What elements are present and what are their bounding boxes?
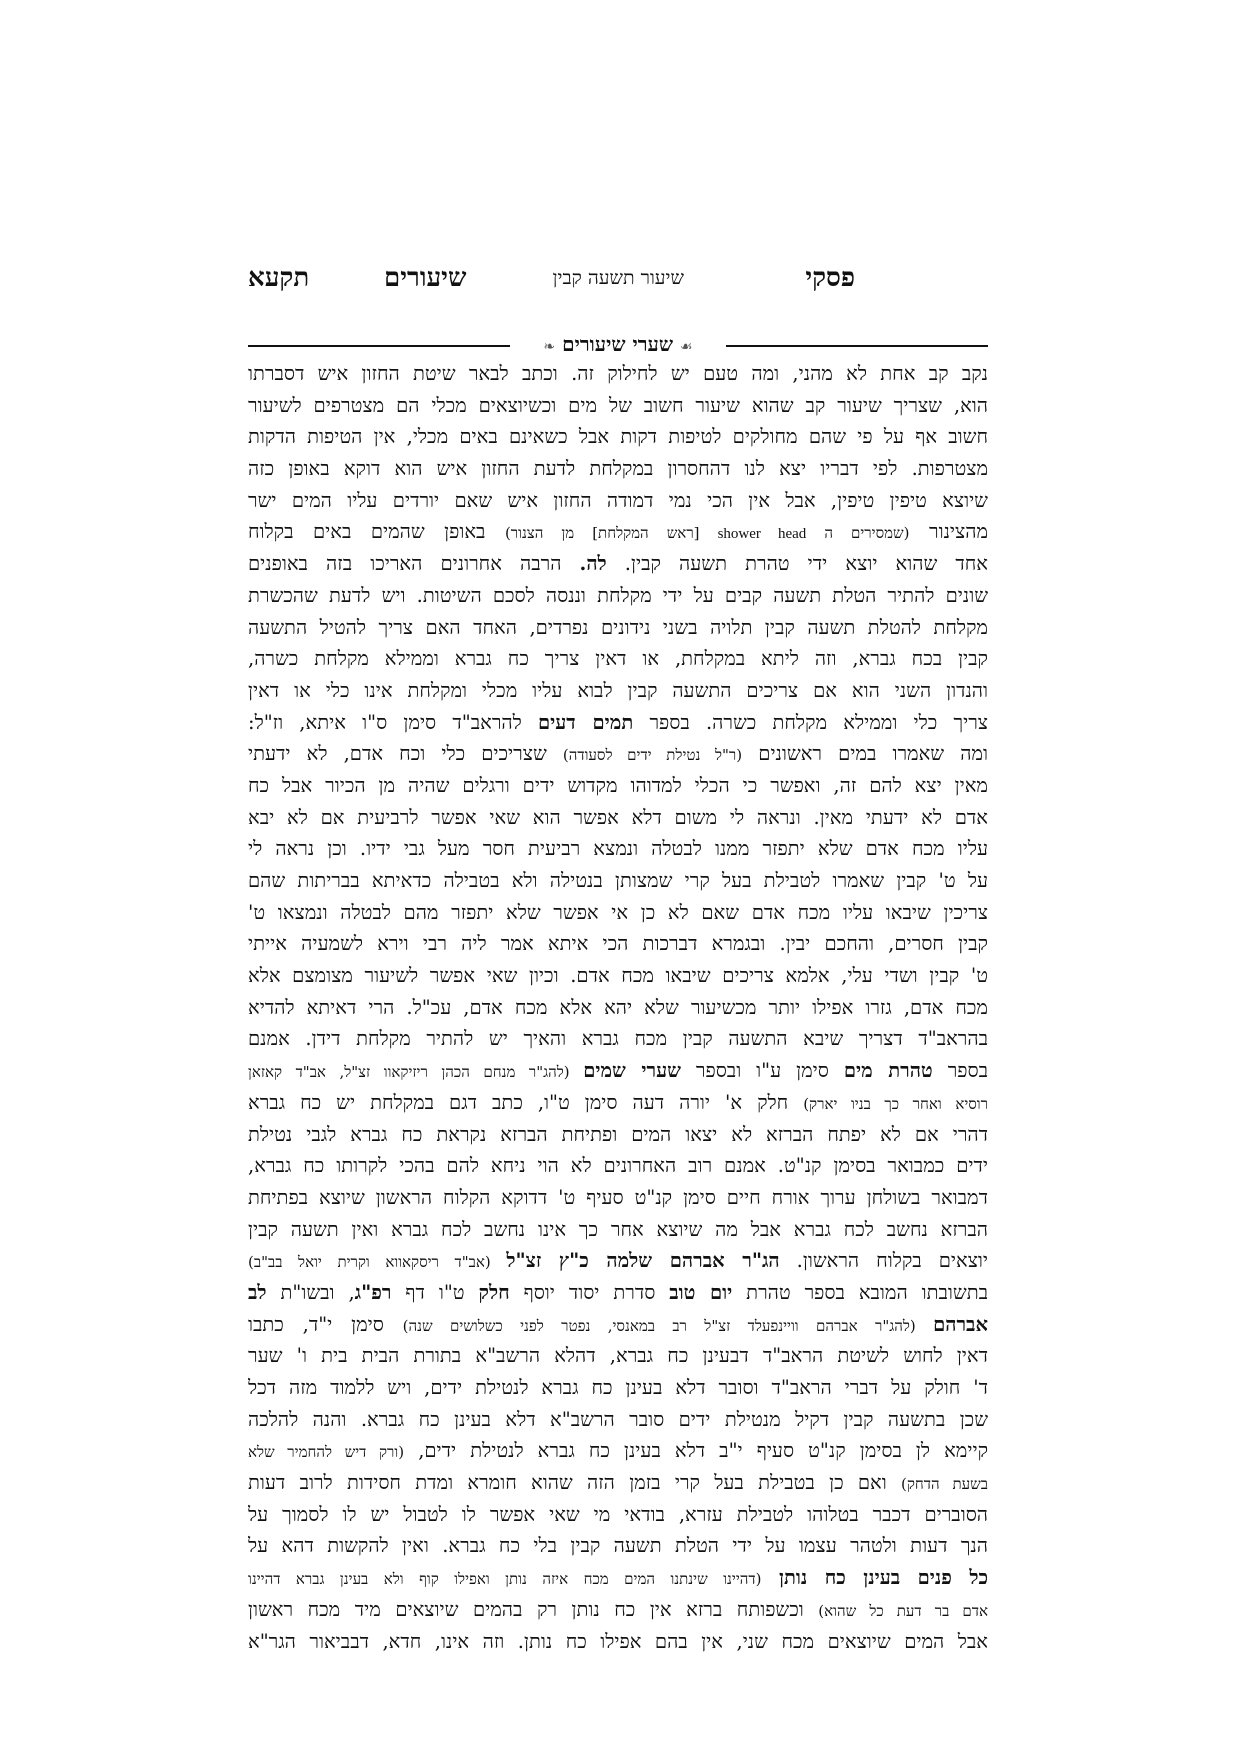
text-segment: להראב"ד סימן ס"ו איתא, וז"ל: <box>248 710 538 734</box>
text-segment: על ט' קבין שאמרו לטבילת בעל קרי שמצותן בנטילה ולא בטבילה כדאיתא בבריתות שהם <box>248 869 988 892</box>
text-line <box>248 865 988 897</box>
text-segment: שערי שמים <box>583 1059 681 1083</box>
text-segment: מצטרפות. לפי דבריו יצא לנו דהחסרון במקלחת לדעת החזון איש הוא דוקא באופן כזה <box>248 457 988 481</box>
text-segment: (להג"ר מנחם הכהן ריזיקאוו זצ"ל, אב"ד קאזאן <box>248 1063 584 1082</box>
text-segment: צריך כלי וממילא מקלחת כשרה. בספר <box>633 710 988 734</box>
text-line <box>248 1309 988 1341</box>
text-segment: הברזא נחשב לכח גברא אבל מה שיוצא אחר כך אינו נחשב לכח גברא ואין תשעה קבין <box>248 1217 988 1241</box>
text-line <box>248 675 988 707</box>
divider-rule-right <box>726 345 988 347</box>
text-line <box>248 1530 988 1562</box>
text-segment: תמים דעים <box>537 710 634 734</box>
text-segment: שכן בתשעה קבין דקיל מנטילת ידים סובר הרשב"א דלא בעינן כח גברא. והנה להלכה <box>248 1407 988 1431</box>
text-segment: דאין לחוש לשיטת הראב"ד דבעינן כח גברא, דהלא הרשב"א בתורת הבית בית ו' שער <box>248 1344 988 1368</box>
text-segment: ואם כן בטבילת בעל קרי בזמן הזה שהוא חומרא ומדת חסידות לרוב דעות <box>248 1471 902 1495</box>
text-line <box>248 1404 988 1436</box>
text-segment: shower head <box>717 526 807 543</box>
text-line <box>248 1119 988 1151</box>
text-line <box>248 1594 988 1626</box>
text-segment: באופן שהמים באים בקלוח <box>248 520 505 544</box>
text-segment: [ראש המקלחת] מן הצנור) <box>504 524 718 543</box>
text-segment: חשוב אף על פי שהם מחולקים לטיפות דקות אבל כשאינם באים מכלי, אין הטיפות הדקות <box>248 425 988 449</box>
text-segment: צריכין שיבאו עליו מכח אדם שאם לא כן אי אפשר שלא יתפזר מהם לבטלה ונמצאו ט' <box>248 900 988 924</box>
text-segment: הרבה אחרונים האריכו בזה באופנים <box>248 552 580 576</box>
flourish-icon: ☙ <box>680 339 693 355</box>
text-segment: (דהיינו שינתנו המים מכח איזה נותן ואפילו קוף ולא בעינן גברא דהיינו <box>248 1570 762 1589</box>
text-segment: רפ"ג <box>354 1280 392 1304</box>
text-line <box>248 390 988 422</box>
text-line <box>248 548 988 580</box>
text-segment: שיוצא טיפין טיפין, אבל אין הכי נמי דמודה החזון איש שאם יורדים עליו המים ישר <box>248 488 988 512</box>
text-segment: קבין חסרים, והחכם יבין. ובגמרא דברכות הכי איתא אמר ליה רבי וירא לשמעיה אייתי <box>248 932 988 956</box>
running-header <box>0 258 1240 298</box>
text-segment: (להג"ר אברהם וויינפעלד זצ"ל רב במאנסי, נפטר לפני כשלושים שנה) <box>402 1316 934 1335</box>
text-segment: שונים להתיר הטלת תשעה קבים על ידי מקלחת וננסה לסכם השיטות. ויש לדעת שהכשרת <box>248 583 988 607</box>
divider-rule-left <box>248 345 510 347</box>
text-segment: (ר"ל נטילת ידים לסעודה) <box>562 746 743 765</box>
text-segment: אברהם <box>933 1312 988 1336</box>
text-segment: סדרת יסוד יוסף <box>509 1280 670 1304</box>
text-line <box>248 928 988 960</box>
text-segment: ידים כמבואר בסימן קנ"ט. אמנם רוב האחרונים לא הוי ניחא להם בהכי לקרותו כח גברא, <box>248 1154 988 1178</box>
text-segment: כל פנים בעינן כח נותן <box>761 1566 988 1590</box>
text-line <box>248 612 988 644</box>
text-segment: יום טוב <box>669 1280 733 1304</box>
text-line <box>248 1055 988 1087</box>
text-line <box>248 1182 988 1214</box>
text-segment: מאין יצא להם זה, ואפשר כי הכלי למדוהו מקדוש ידים ורגלים שהיה מן הכיור אבל כח <box>248 773 988 797</box>
divider-title-text: שערי שיעורים <box>562 332 674 356</box>
text-line <box>248 453 988 485</box>
text-segment: ט"ו דף <box>391 1280 479 1304</box>
page-number: תקעא <box>248 263 310 293</box>
text-segment: דהרי אם לא יפתח הברזא לא יצאו המים ופתיחת הברזא נקראת כח גברא לגבי נטילת <box>248 1122 988 1146</box>
text-segment: נקב קב אחת לא מהני, ומה טעם יש לחילוק זה. וכתב לבאר שיטת החזון איש דסברתו <box>248 362 988 385</box>
text-line <box>248 516 988 548</box>
text-line <box>248 1372 988 1404</box>
text-segment: רוסיא ואחר כך בניו יארק) <box>803 1094 988 1113</box>
text-segment: וכשפותח ברזא אין כח נותן רק בהמים שיוצאים מיד מכח ראשון <box>248 1597 819 1621</box>
text-segment: יוצאים בקלוח הראשון. <box>779 1249 988 1273</box>
text-segment: אבל המים שיוצאים מכח שני, אין בהם אפילו כח נותן. וזה אינו, חדא, דבביאור הגר"א <box>248 1629 988 1653</box>
text-line <box>248 802 988 834</box>
text-line <box>248 580 988 612</box>
text-segment: מכח אדם, גזרו אפילו יותר מכשיעור שלא יהא אלא מכח אדם, עכ"ל. הרי דאיתא להדיא <box>248 995 988 1019</box>
text-line <box>248 1087 988 1119</box>
flourish-icon: ❧ <box>543 339 556 355</box>
text-line <box>248 992 988 1024</box>
text-line <box>248 833 988 865</box>
text-segment: ומה שאמרו במים ראשונים <box>742 742 988 766</box>
text-segment: בהראב"ד דצריך שיבא התשעה קבין מכח גברא והאיך יש להתיר מקלחת דידן. אמנם <box>248 1027 988 1051</box>
text-line <box>248 643 988 675</box>
text-line <box>248 358 988 390</box>
text-segment: סימן י"ד, כתבו <box>248 1312 403 1336</box>
text-segment: אדם בר דעת כל שהוא) <box>818 1601 988 1620</box>
text-segment: ט' קבין ושדי עלי, אלמא צריכים שיבאו מכח אדם. וכיון שאי אפשר לשיעור מצומצם אלא <box>248 964 988 988</box>
text-line <box>248 1340 988 1372</box>
text-segment: הסוברים דכבר בטלוהו לטבילת עזרא, בודאי מי שאי אפשר לו לטבול יש לו לסמוך על <box>248 1502 988 1526</box>
text-line <box>248 485 988 517</box>
text-segment: קיימא לן בסימן קנ"ט סעיף י"ב דלא בעינן כח גברא לנטילת ידים, <box>404 1439 988 1463</box>
text-line <box>248 897 988 929</box>
text-segment: סימן ע"ו ובספר <box>680 1059 844 1083</box>
text-line <box>248 1245 988 1277</box>
text-line <box>248 421 988 453</box>
text-line <box>248 1150 988 1182</box>
text-segment: בשעת הדחק) <box>901 1475 988 1494</box>
text-line <box>248 1214 988 1246</box>
text-segment: בתשובתו המובא בספר טהרת <box>732 1280 988 1304</box>
text-line <box>248 738 988 770</box>
text-line <box>248 1467 988 1499</box>
text-segment: קבין בכח גברא, וזה ליתא במקלחת, או דאין צריך כח גברא וממילא מקלחת כשרה, <box>248 647 988 671</box>
text-segment: (אב"ד ריסקאווא וקרית יואל בב"ב) <box>248 1253 507 1272</box>
body-text <box>248 358 988 1657</box>
text-segment: מקלחת להטלת תשעה קבין תלויה בשני נידונים נפרדים, האחד האם צריך להטיל התשעה <box>248 615 988 639</box>
text-segment: הוא, שצריך שיעור קב שהוא שיעור חשוב של מים וכשיוצאים מכלי הם מצטרפים לשיעור <box>248 393 988 417</box>
text-segment: והנדון השני הוא אם צריכים התשעה קבין לבוא עליו מכלי ומקלחת אינו כלי או דאין <box>248 678 988 702</box>
text-segment: (שמסירים ה <box>806 524 910 543</box>
topic-title: שיעור תשעה קבין <box>552 267 684 289</box>
text-line <box>248 1499 988 1531</box>
text-segment: אדם לא ידעתי מאין. ונראה לי משום דלא אפשר הוא שאי אפשר לרביעית אם לא יבא <box>248 805 988 829</box>
text-segment: עליו מכח אדם שלא יתפזר ממנו לבטלה ונמצא רביעית חסר מעל גבי ידיו. וכן נראה לי <box>248 837 988 861</box>
text-line <box>248 1277 988 1309</box>
text-segment: אחד שהוא יוצא ידי טהרת תשעה קבין. <box>606 552 988 576</box>
section-title: שיעורים <box>384 263 467 293</box>
text-segment: ד' חולק על דברי הראב"ד וסובר דלא בעינן כח גברא לנטילת ידים, ויש ללמוד מזה דכל <box>248 1376 988 1399</box>
text-line <box>248 770 988 802</box>
text-segment: לה. <box>579 552 607 576</box>
text-segment: מהצינור <box>909 520 988 544</box>
text-segment: טהרת מים <box>843 1059 933 1083</box>
text-segment: שצריכים כלי וכח אדם, לא ידעתי <box>248 742 563 766</box>
text-segment: הנך דעות ולטהר עצמו על ידי הטלת תשעה קבין בלי כח גברא. ואין להקשות דהא על <box>248 1534 988 1558</box>
text-segment: חלק <box>478 1280 510 1304</box>
text-segment: , ובשו"ת <box>266 1280 355 1304</box>
text-segment: חלק א' יורה דעה סימן ט"ו, כתב דגם במקלחת יש כח גברא <box>248 1090 804 1114</box>
text-line <box>248 960 988 992</box>
book-title: פסקי <box>805 263 855 293</box>
text-segment: בספר <box>932 1059 988 1083</box>
text-line <box>248 1435 988 1467</box>
text-segment: דמבואר בשולחן ערוך אורח חיים סימן קנ"ט סעיף ט' דדוקא הקלוח הראשון שיוצא בפתיחת <box>248 1185 988 1209</box>
text-segment: (ורק דיש להחמיר שלא <box>248 1443 405 1462</box>
text-segment: הג"ר אברהם שלמה כ"ץ זצ"ל <box>506 1249 780 1273</box>
text-segment: לב <box>248 1280 267 1304</box>
text-line <box>248 1626 988 1658</box>
divider-title <box>518 332 718 359</box>
text-line <box>248 1023 988 1055</box>
text-line <box>248 1562 988 1594</box>
text-line <box>248 707 988 739</box>
section-divider <box>248 334 988 356</box>
